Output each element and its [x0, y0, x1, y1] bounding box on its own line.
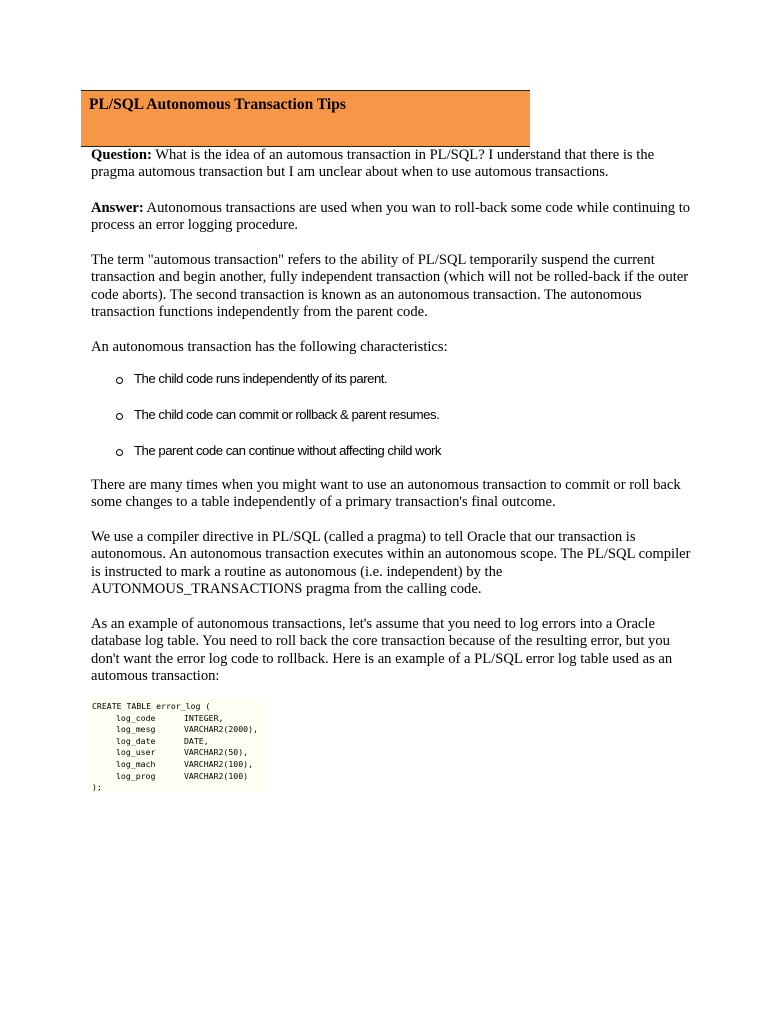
column-type: VARCHAR2(100), [184, 758, 254, 769]
example-paragraph: As an example of autonomous transactions, let's assume that you need to log errors into a Oracle database log table. You need to roll back the core transaction because of the resulting error, but you don't want the error log code to rollback. Here is an example of a PL/SQL error log table used as an automous transaction: [91, 616, 673, 684]
answer-text: Autonomous transactions are used when you wan to roll-back some code while continuing to process an error logging procedure. [91, 200, 691, 234]
code-line [92, 724, 267, 736]
column-type: INTEGER, [184, 712, 224, 723]
question-label: Question: [91, 147, 152, 163]
column-name: log_mach [116, 758, 156, 769]
column-type: DATE, [184, 735, 209, 746]
question-text: What is the idea of an automous transaction in PL/SQL? I understand that there is the pragma automous transaction but I am unclear about when to use automous transactions. [91, 147, 655, 181]
many-times-paragraph: There are many times when you might want to use an autonomous transaction to commit or roll back some changes to a table independently of a primary transaction's final outcome. [91, 477, 681, 511]
title-banner [81, 90, 530, 147]
bullet-text: The child code runs independently of its parent. [134, 371, 388, 386]
question-paragraph [91, 147, 691, 182]
column-name: log_code [116, 712, 156, 723]
page-title: PL/SQL Autonomous Transaction Tips [89, 96, 346, 113]
circle-bullet-icon [116, 449, 123, 456]
code-line [92, 759, 267, 771]
circle-bullet-icon [116, 413, 123, 420]
answer-label: Answer: [91, 200, 144, 216]
column-name: log_mesg [116, 724, 156, 735]
characteristics-intro: An autonomous transaction has the following characteristics: [91, 339, 448, 355]
code-line [92, 736, 267, 748]
code-line [92, 747, 267, 759]
column-type: VARCHAR2(50), [184, 747, 249, 758]
term-paragraph: The term "automous transaction" refers to the ability of PL/SQL temporarily suspend the current transaction and begin another, fully independent transaction (which will not be rolled-back if the outer code aborts). The second transaction is known as an autonomous transaction. The autonomous transaction functions independently from the parent code. [91, 252, 689, 320]
characteristics-list [116, 371, 441, 479]
code-line [92, 771, 267, 783]
bullet-text: The child code can commit or rollback & parent resumes. [134, 407, 440, 422]
compiler-paragraph: We use a compiler directive in PL/SQL (called a pragma) to tell Oracle that our transaction is autonomous. An autonomous transaction executes within an autonomous scope. The PL/SQL compiler is instructed to mark a routine as autonomous (i.e. independent) by the AUTONMOUS_TRANSACTIONS pragma from the calling code. [91, 529, 691, 597]
list-item [116, 371, 441, 407]
column-type: VARCHAR2(2000), [184, 724, 258, 735]
column-type: VARCHAR2(100) [184, 770, 249, 781]
code-line: ); [92, 782, 102, 793]
column-name: log_prog [116, 770, 156, 781]
circle-bullet-icon [116, 377, 123, 384]
column-name: log_date [116, 735, 156, 746]
code-line: CREATE TABLE error_log ( [92, 701, 211, 711]
list-item [116, 443, 441, 479]
bullet-text: The parent code can continue without affecting child work [134, 443, 442, 458]
column-name: log_user [116, 747, 156, 758]
list-item [116, 407, 441, 443]
code-line [92, 713, 267, 725]
code-block [89, 698, 267, 792]
answer-paragraph [91, 200, 691, 235]
